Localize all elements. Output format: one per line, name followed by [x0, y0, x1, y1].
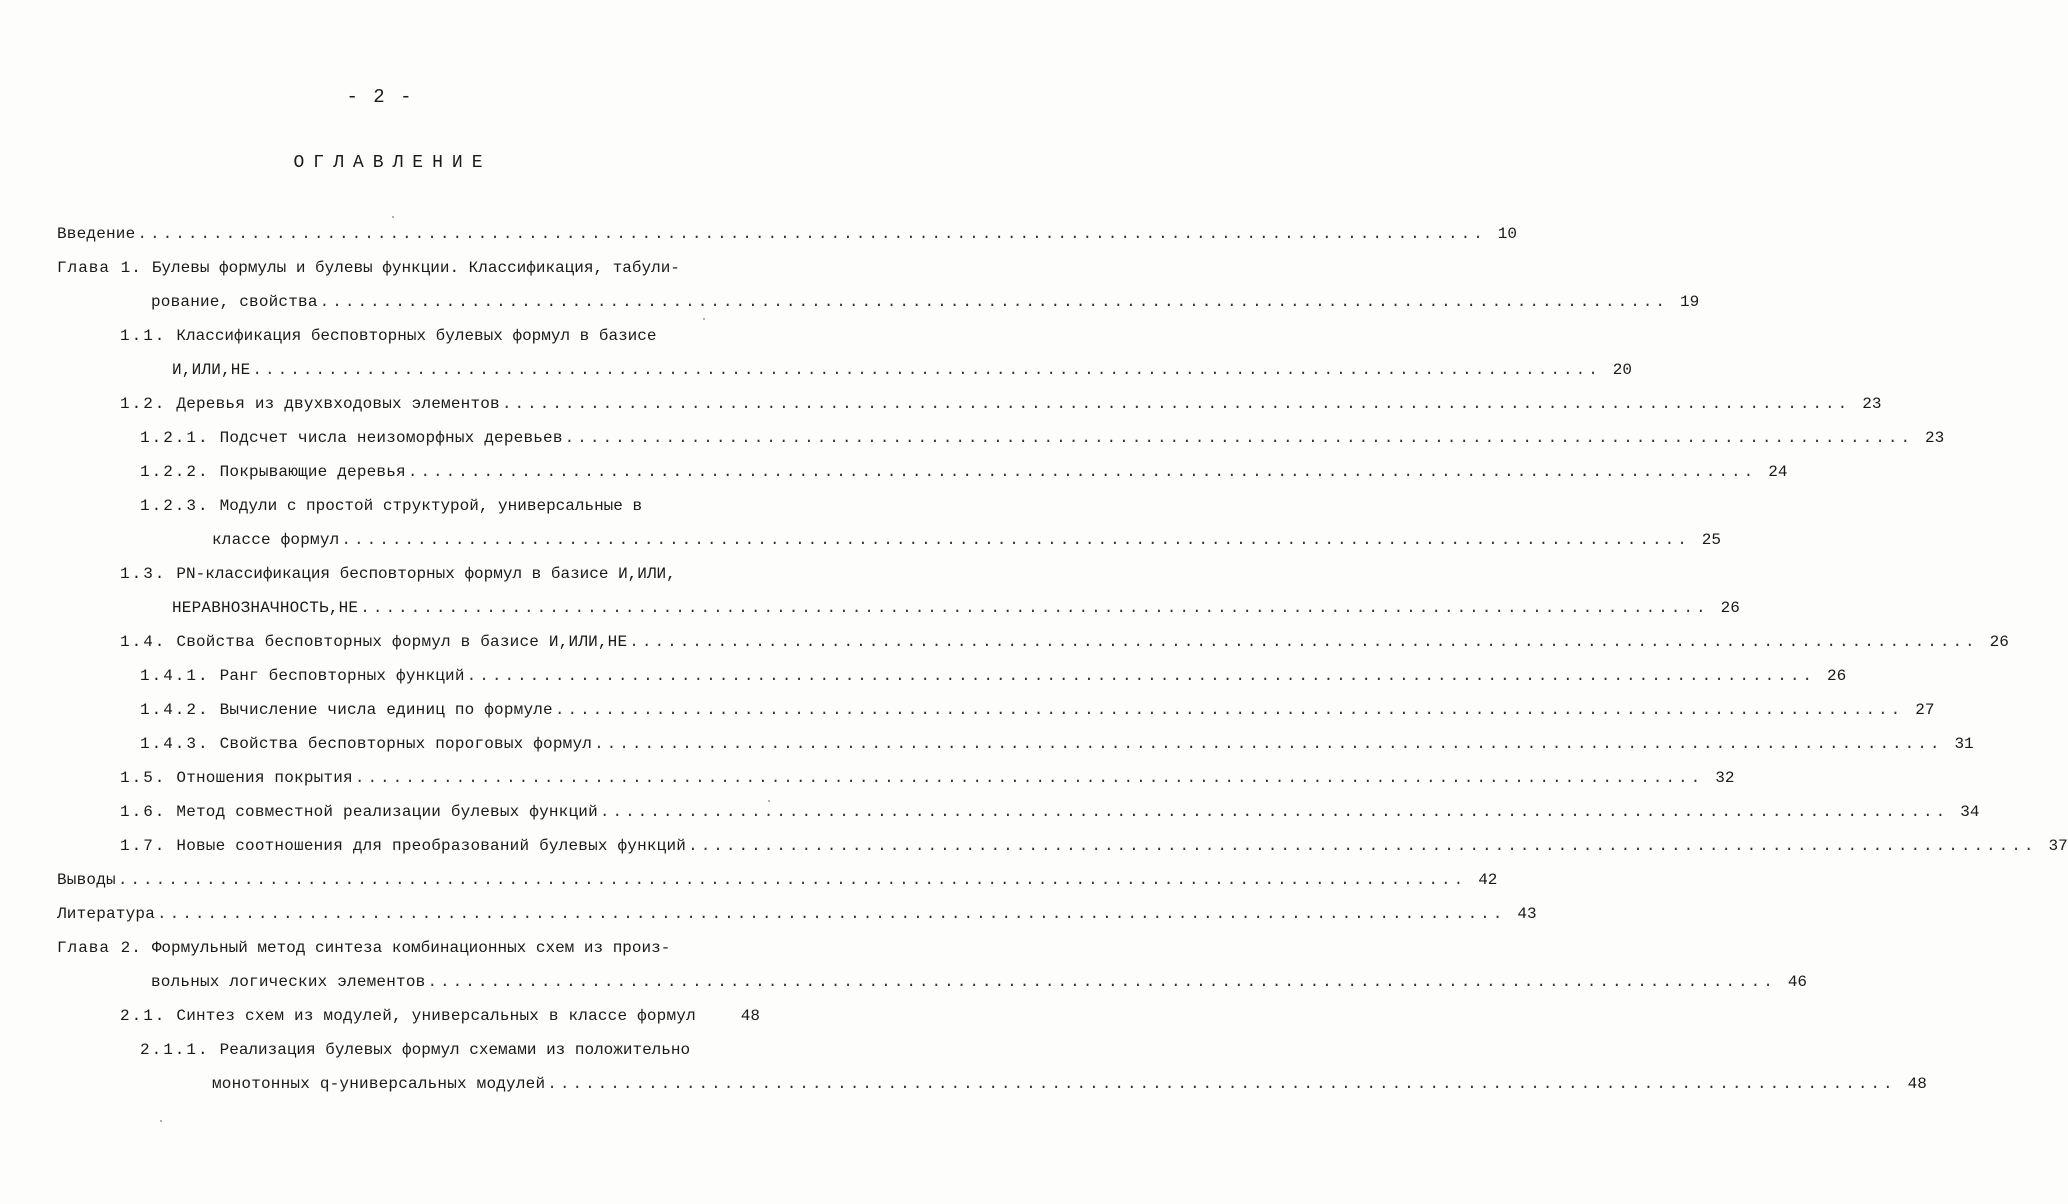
entry-number: 2.1. — [120, 1007, 167, 1025]
toc-entry-literature[interactable] — [57, 902, 1537, 926]
paper-speck — [703, 318, 705, 320]
entry-number: 2.1.1. — [140, 1041, 210, 1059]
entry-text: Подсчет числа неизоморфных деревьев — [219, 429, 563, 447]
entry-page: 37 — [2048, 837, 2068, 855]
dot-leader: ........................................................................................................... — [319, 293, 1669, 311]
dot-leader: ........................................................................................................... — [688, 837, 2037, 855]
entry-page: 34 — [1960, 803, 1980, 821]
toc-entry-1-4-1[interactable] — [140, 664, 1847, 688]
entry-text: Выводы — [57, 871, 116, 889]
entry-text: Ранг бесповторных функций — [219, 667, 465, 685]
toc-entry-1-3[interactable] — [120, 562, 676, 586]
entry-page: 42 — [1478, 871, 1498, 889]
paper-speck — [160, 1120, 162, 1122]
entry-text: Отношения покрытия — [176, 769, 353, 787]
dot-leader: ........................................................................................................... — [564, 429, 1914, 447]
toc-entry-1-2-3[interactable] — [140, 494, 642, 518]
dot-leader: ........................................................................................................... — [427, 973, 1776, 991]
entry-page: 46 — [1787, 973, 1808, 991]
dot-leader: ........................................................................................................... — [554, 701, 1904, 719]
toc-entry-1-4-2[interactable] — [140, 698, 1935, 722]
dot-leader: ........................................................................................................... — [252, 361, 1601, 379]
dot-leader: ........................................................................................................... — [360, 599, 1709, 617]
entry-text: Синтез схем из модулей, универсальных в классе формул — [176, 1007, 696, 1025]
toc-entry-1-1[interactable] — [120, 324, 656, 348]
entry-text: Свойства бесповторных пороговых формул — [219, 735, 593, 753]
toc-entry-1-7[interactable] — [120, 834, 2068, 858]
entry-text: Формульный метод синтеза комбинационных схем из произ- — [151, 939, 671, 957]
entry-number: 1.6. — [120, 803, 167, 821]
entry-text: Свойства бесповторных формул в базисе И,ИЛИ,НЕ — [176, 633, 628, 651]
entry-page: 26 — [1827, 667, 1847, 685]
entry-page: 48 — [740, 1007, 760, 1025]
toc-entry-conclusions[interactable] — [57, 868, 1498, 892]
toc-entry-1-5[interactable] — [120, 766, 1735, 790]
entry-page: 48 — [1907, 1075, 1927, 1093]
entry-number: 1.2.2. — [140, 463, 210, 481]
entry-text: Метод совместной реализации булевых функций — [176, 803, 598, 821]
dot-leader: ........................................................................................................... — [466, 667, 1816, 685]
toc-entry-1-2[interactable] — [120, 392, 1882, 416]
entry-page: 26 — [1720, 599, 1740, 617]
entry-text: Литература — [57, 905, 156, 923]
entry-page: 24 — [1768, 463, 1788, 481]
toc-entry-1-3-cont[interactable] — [172, 596, 1740, 620]
toc-entry-1-1-cont[interactable] — [172, 358, 1632, 382]
entry-page: 26 — [1989, 633, 2009, 651]
entry-text: Булевы формулы и булевы функции. Классификация, табули- — [151, 259, 680, 277]
entry-page: 19 — [1680, 293, 1700, 311]
dot-leader: ........................................................................................................... — [341, 531, 1690, 549]
page-number: - 2 - — [346, 86, 414, 108]
entry-page: 10 — [1497, 225, 1517, 243]
entry-page: 43 — [1517, 905, 1537, 923]
entry-text: классе формул — [212, 531, 340, 549]
entry-text: рование, свойства — [151, 293, 318, 311]
toc-entry-1-2-3-cont[interactable] — [212, 528, 1721, 552]
entry-number: 1.2. — [120, 395, 167, 413]
entry-number: 1.1. — [120, 327, 167, 345]
entry-page: 23 — [1925, 429, 1945, 447]
entry-number: Глава 2. — [57, 939, 142, 957]
entry-text: PN-классификация бесповторных формул в базисе И,ИЛИ, — [176, 565, 676, 583]
toc-entry-intro[interactable] — [57, 222, 1517, 246]
entry-number: 1.2.1. — [140, 429, 210, 447]
toc-entry-1-2-1[interactable] — [140, 426, 1945, 450]
toc-entry-chapter-1-cont[interactable] — [151, 290, 1700, 314]
entry-page: 32 — [1715, 769, 1735, 787]
entry-text: Деревья из двухвходовых элементов — [176, 395, 500, 413]
dot-leader: ........................................................................................................... — [594, 735, 1943, 753]
entry-number: 1.4.2. — [140, 701, 210, 719]
entry-text: Новые соотношения для преобразований булевых функций — [176, 837, 687, 855]
dot-leader: ........................................................................................................... — [501, 395, 1851, 413]
toc-entry-1-2-2[interactable] — [140, 460, 1788, 484]
dot-leader: ........................................................................................................... — [137, 225, 1486, 243]
entry-number: 1.2.3. — [140, 497, 210, 515]
entry-page: 25 — [1701, 531, 1721, 549]
dot-leader: ........................................................................................................... — [354, 769, 1704, 787]
toc-entry-1-4[interactable] — [120, 630, 2009, 654]
dot-leader: ........................................................................................................... — [599, 803, 1949, 821]
toc-entry-1-6[interactable] — [120, 800, 1980, 824]
dot-leader: ........................................................................................................... — [157, 905, 1506, 923]
entry-text: Покрывающие деревья — [219, 463, 406, 481]
dot-leader: ........................................................................................................... — [547, 1075, 1896, 1093]
entry-text: Вычисление числа единиц по формуле — [219, 701, 553, 719]
entry-number: 1.4. — [120, 633, 167, 651]
entry-number: 1.3. — [120, 565, 167, 583]
entry-text: Введение — [57, 225, 136, 243]
entry-text: монотонных q-универсальных модулей — [212, 1075, 546, 1093]
entry-page: 27 — [1915, 701, 1935, 719]
entry-text: Реализация булевых формул схемами из положительно — [219, 1041, 691, 1059]
entry-page: 31 — [1954, 735, 1974, 753]
toc-entry-1-4-3[interactable] — [140, 732, 1974, 756]
paper-speck — [392, 216, 394, 218]
entry-text: вольных логических элементов — [151, 973, 426, 991]
entry-number: 1.5. — [120, 769, 167, 787]
entry-text: НЕРАВНОЗНАЧНОСТЬ,НЕ — [172, 599, 359, 617]
toc-entry-chapter-2[interactable] — [57, 936, 670, 960]
toc-title: ОГЛАВЛЕНИЕ — [293, 153, 492, 173]
paper-speck — [768, 800, 770, 802]
entry-page: 23 — [1862, 395, 1882, 413]
toc-entry-2-1[interactable] — [120, 1004, 760, 1028]
entry-number: 1.7. — [120, 837, 167, 855]
entry-number: Глава 1. — [57, 259, 142, 277]
entry-text: Модули с простой структурой, универсальные в — [219, 497, 643, 515]
toc-entry-2-1-1-cont[interactable] — [212, 1072, 1927, 1096]
dot-leader: ........................................................................................................... — [407, 463, 1757, 481]
entry-number: 1.4.1. — [140, 667, 210, 685]
toc-entry-chapter-2-cont[interactable] — [151, 970, 1808, 994]
toc-entry-2-1-1[interactable] — [140, 1038, 690, 1062]
toc-entry-chapter-1[interactable] — [57, 256, 680, 280]
entry-page: 20 — [1612, 361, 1632, 379]
entry-text: Классификация бесповторных булевых формул в базисе — [176, 327, 657, 345]
entry-number: 1.4.3. — [140, 735, 210, 753]
dot-leader: ........................................................................................................... — [117, 871, 1467, 889]
dot-leader: ........................................................................................................... — [629, 633, 1978, 651]
entry-text: И,ИЛИ,НЕ — [172, 361, 251, 379]
